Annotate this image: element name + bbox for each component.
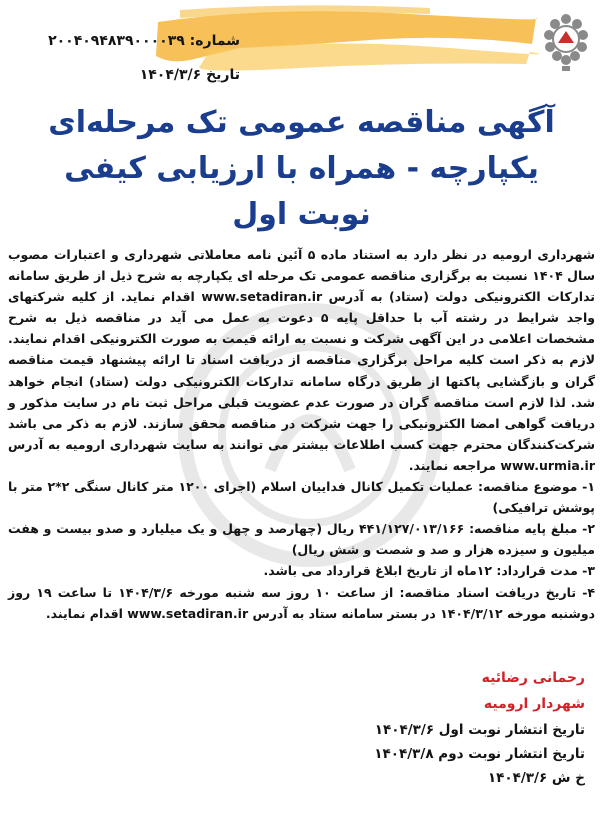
- publication-dates: [374, 718, 585, 790]
- notice-body: [8, 244, 595, 624]
- first-publication-date: تاریخ انتشار نوبت اول ۱۴۰۴/۳/۶: [374, 722, 585, 738]
- title-line-3: نوبت اول: [232, 197, 371, 232]
- reference-code: خ ش ۱۴۰۴/۳/۶: [487, 770, 585, 786]
- second-publication-date: تاریخ انتشار نوبت دوم ۱۴۰۴/۳/۸: [374, 746, 585, 762]
- intro-paragraph: شهرداری ارومیه در نظر دارد به استناد ماده ۵ آئین نامه معاملاتی شهرداری و اعتبارات مصوب سال ۱۴۰۴ نسبت به برگزاری مناقصه عمومی تک مرحله ای یکپارچه به شرح ذیل از طریق سامانه تدارکات الکترونیکی دولت (ستاد) به آدرس www.setadiran.ir اقدام نماید. از کلیه شرکتهای واجد شرایط در رشته آب با حداقل پایه ۵ دعوت به عمل می آید در مناقصه ذیل به شرح مشخصات اعلامی در این آگهی شرکت و نسبت به ارائه قیمت به صورت الکترونیکی اقدام نمایند. لازم به ذکر است کلیه مراحل برگزاری مناقصه از دریافت اسناد تا ارائه پیشنهاد قیمت مناقصه گران و بازگشایی پاکتها از طریق درگاه سامانه تدارکات الکترونیکی دولت (ستاد) انجام خواهد شد. لذا لازم است مناقصه گران در صورت عدم عضویت قبلی مراحل ثبت نام در سایت مذکور و دریافت گواهی امضا الکترونیکی را جهت شرکت در مناقصه محقق سازند. لازم به ذکر می باشد شرکت‌کنندگان محترم جهت کسب اطلاعات بیشتر می توانند به سایت شهرداری ارومیه به آدرس www.urmia.ir مراجعه نمایند.: [8, 247, 596, 473]
- urmia-municipality-logo-icon: [540, 10, 592, 72]
- tender-subject-item: ۱- موضوع مناقصه: عملیات تکمیل کانال فداییان اسلام (اجرای ۱۲۰۰ متر کانال سنگی ۲*۲ متر با پوشش ترافیکی): [8, 479, 595, 516]
- notice-header: [30, 24, 240, 92]
- notice-title: [20, 100, 583, 238]
- title-line-2: یکپارچه - همراه با ارزیابی کیفی: [64, 151, 539, 186]
- title-line-1: آگهی مناقصه عمومی تک مرحله‌ای: [48, 105, 555, 140]
- contract-duration-item: ۳- مدت قرارداد: ۱۲ماه از تاریخ ابلاغ قرارداد می باشد.: [263, 563, 595, 579]
- base-amount-item: ۲- مبلغ پایه مناقصه: ۴۴۱/۱۲۷/۰۱۳/۱۶۶ ریال (چهارصد و چهل و یک میلیارد و صدو بیست و هفت میلیون و سیزده هزار و صد و شصت و شش ریال): [8, 521, 595, 558]
- notice-date: تاریخ ۱۴۰۴/۳/۶: [139, 67, 240, 83]
- notice-number: شماره: ۲۰۰۴۰۹۴۸۳۹۰۰۰۰۳۹: [48, 33, 240, 49]
- signatory-name: رحمانی رضائیه: [481, 670, 585, 686]
- signature-block: [482, 665, 585, 717]
- documents-date-item: ۴- تاریخ دریافت اسناد مناقصه: از ساعت ۱۰ روز سه شنبه مورخه ۱۴۰۴/۳/۶ تا ساعت ۱۹ روز دوشنبه مورخه ۱۴۰۴/۳/۱۲ در بستر سامانه ستاد به آدرس www.setadiran.ir اقدام نمایند.: [8, 584, 596, 621]
- signatory-position: شهردار ارومیه: [483, 696, 585, 712]
